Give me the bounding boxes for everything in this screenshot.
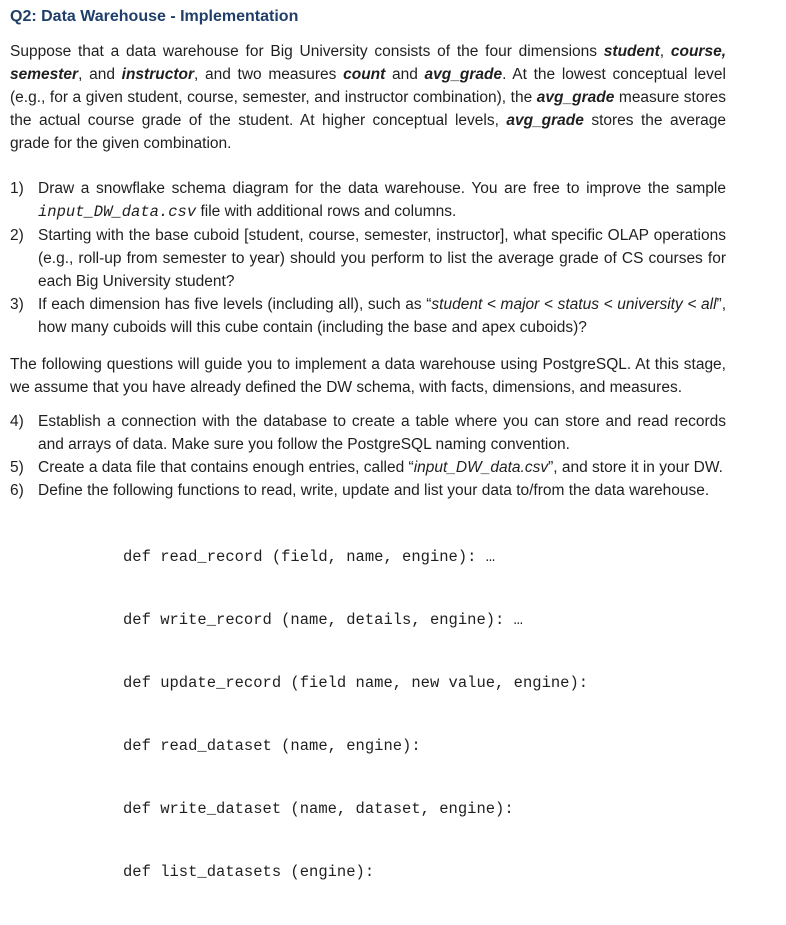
intro-text: stores the average grade for the given combination. bbox=[10, 112, 726, 152]
intro-paragraph bbox=[10, 40, 726, 155]
intro-text: . At the lowest conceptual level (e.g., for a given student, course, semester, and instructor combination), the bbox=[10, 66, 726, 106]
code-line-read-record: def read_record (field, name, engine): … bbox=[123, 548, 496, 566]
question-list-1 bbox=[10, 177, 726, 339]
dimension-course-semester: course, semester bbox=[10, 43, 726, 83]
question-1 bbox=[10, 177, 726, 224]
document-page bbox=[10, 6, 726, 925]
code-line-read-dataset: def read_dataset (name, engine): bbox=[123, 737, 421, 755]
intro-text: Suppose that a data warehouse for Big University consists of the four dimensions bbox=[10, 43, 604, 60]
inline-code-filename: input_DW_data.csv bbox=[38, 203, 197, 221]
dimension-student: student bbox=[603, 43, 660, 60]
question-2 bbox=[10, 224, 726, 293]
intro-text: , and bbox=[78, 66, 122, 83]
question-3 bbox=[10, 293, 726, 339]
measure-avg-grade: avg_grade bbox=[536, 89, 615, 106]
code-line-write-record: def write_record (name, details, engine): … bbox=[123, 611, 523, 629]
intro-text: and bbox=[385, 66, 425, 83]
intro-text: , bbox=[659, 43, 671, 60]
question-text: ”, and store it in your DW. bbox=[548, 459, 723, 476]
question-number: 3) bbox=[10, 296, 24, 313]
dimension-instructor: instructor bbox=[121, 66, 194, 83]
question-text: file with additional rows and columns. bbox=[196, 203, 457, 220]
intro-text: , and two measures bbox=[193, 66, 344, 83]
intro-text: measure stores the actual course grade of the student. At higher conceptual levels, bbox=[10, 89, 726, 129]
filename-italic: input_DW_data.csv bbox=[413, 459, 549, 476]
question-number: 6) bbox=[10, 482, 24, 499]
question-number: 2) bbox=[10, 227, 24, 244]
measure-avg-grade: avg_grade bbox=[424, 66, 503, 83]
guide-paragraph: The following questions will guide you to implement a data warehouse using PostgreSQL. At this stage, we assume that you have already defined the DW schema, with facts, dimensions, and measures. bbox=[10, 356, 726, 396]
code-block bbox=[123, 505, 726, 925]
question-text: ”, how many cuboids will this cube contain (including the base and apex cuboids)? bbox=[38, 296, 726, 336]
question-number: 1) bbox=[10, 180, 24, 197]
question-number: 5) bbox=[10, 459, 24, 476]
measure-avg-grade: avg_grade bbox=[506, 112, 584, 129]
question-text: Draw a snowflake schema diagram for the data warehouse. You are free to improve the sample bbox=[38, 180, 726, 197]
code-line-update-record: def update_record (field name, new value, engine): bbox=[123, 674, 589, 692]
question-text: Establish a connection with the database to create a table where you can store and read records and arrays of data. Make sure you follow the PostgreSQL naming convention. bbox=[38, 413, 726, 453]
section-heading: Q2: Data Warehouse - Implementation bbox=[10, 8, 299, 25]
question-number: 4) bbox=[10, 413, 24, 430]
question-list-2 bbox=[10, 410, 726, 502]
question-5 bbox=[10, 456, 726, 479]
question-text: Define the following functions to read, write, update and list your data to/from the data warehouse. bbox=[38, 482, 710, 499]
question-text: If each dimension has five levels (including all), such as “ bbox=[38, 296, 432, 313]
measure-count: count bbox=[343, 66, 386, 83]
hierarchy-example: student < major < status < university < all bbox=[431, 296, 717, 313]
question-4 bbox=[10, 410, 726, 456]
code-line-write-dataset: def write_dataset (name, dataset, engine): bbox=[123, 800, 514, 818]
question-6 bbox=[10, 479, 726, 502]
code-line-list-datasets: def list_datasets (engine): bbox=[123, 863, 375, 881]
question-text: Create a data file that contains enough entries, called “ bbox=[38, 459, 414, 476]
question-text: Starting with the base cuboid [student, course, semester, instructor], what specific OLAP operations (e.g., roll-up from semester to year) should you perform to list the average grade of CS courses for each Big University student? bbox=[38, 227, 726, 290]
